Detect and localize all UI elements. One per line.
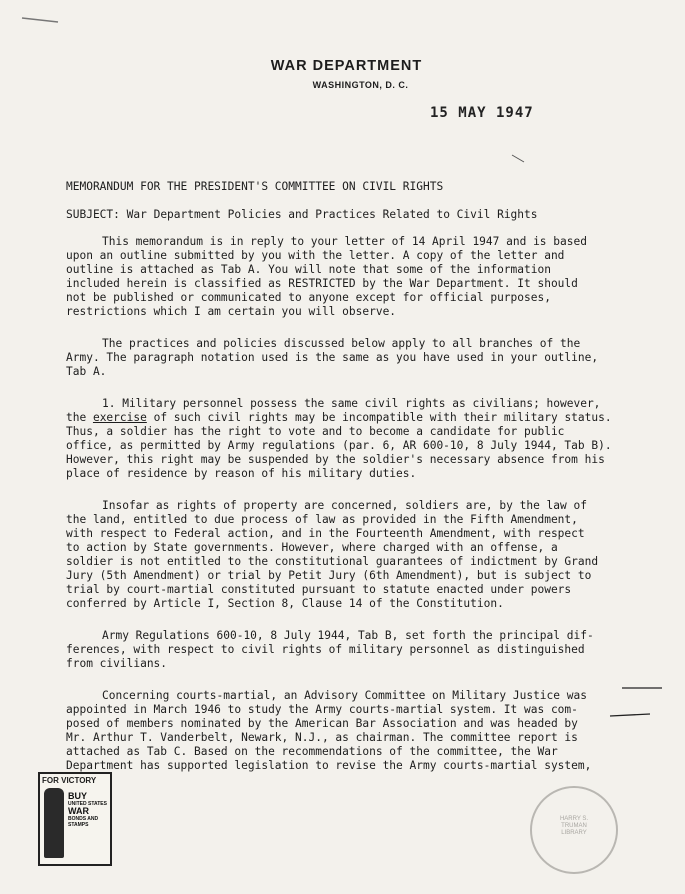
paragraph-property: Insofar as rights of property are concerned, soldiers are, by the law of the land, entitled to due process of law as provided in the Fifth Amendment, with respect to Federal action, and in the Fourteenth Amendment, with respect to action by State governments. However, where charged with an offense, a soldier is not entitled to the constitutional guarantees of indictment by Grand Jury (5th Amendment) or trial by Petit Jury (6th Amendment), but is subject to trial by court-martial constituted pursuant to statute enacted under powers conferred by Article I, Section 8, Clause 14 of the Constitution. [66, 499, 599, 610]
memo-title: MEMORANDUM FOR THE PRESIDENT'S COMMITTEE ON CIVIL RIGHTS [66, 180, 444, 193]
department-name: WAR DEPARTMENT [270, 58, 423, 74]
paragraph-1-rest: of such civil rights may be incompatible with their military status. Thus, a soldier has the right to vote and to become a candidate for public office, as permitted by Army regulations (par. 6, AR 600-10, 8 July 1944, Tab B). However, this right may be suspended by the soldier's necessary absence from his place of residence by reason of his military duties. [66, 411, 612, 480]
paragraph-regulations: Army Regulations 600-10, 8 July 1944, Tab B, set forth the principal dif- ferences, with respect to civil rights of military personnel as distinguished from civilians. [66, 629, 594, 670]
paragraph-scope: The practices and policies discussed below apply to all branches of the Army. The paragraph notation used is the same as you have used in your outline, Tab A. [66, 337, 599, 378]
minuteman-figure-icon [44, 788, 64, 858]
stamp-war: WAR [68, 806, 89, 816]
date-stamp: 15 MAY 1947 [430, 105, 534, 121]
victory-bond-stamp [38, 772, 112, 866]
stamp-united-states: UNITED STATES [68, 801, 107, 807]
victory-stamp-heading: FOR VICTORY [42, 776, 97, 785]
archive-seal-text: HARRY S. TRUMAN LIBRARY [559, 816, 589, 836]
stamp-bonds-and: BONDS AND [68, 816, 99, 822]
archive-seal-stamp [530, 786, 618, 874]
department-location: WASHINGTON, D. C. [312, 80, 409, 90]
paragraph-intro: This memorandum is in reply to your letter of 14 April 1947 and is based upon an outline submitted by you with the letter. A copy of the letter and outline is attached as Tab A. You will note that some of the information included herein is classified as RESTRICTED by the War Department. It should not be published or communicated to anyone except for official purposes, restrictions which I am certain you will observe. [66, 235, 587, 318]
stamp-stamps: STAMPS [68, 822, 89, 828]
paragraph-1-start: 1. Military personnel possess the same civil rights as civilians; however, the [66, 397, 601, 424]
subject-text: War Department Policies and Practices Related to Civil Rights [126, 208, 538, 221]
subject-label: SUBJECT: [66, 208, 120, 221]
stamp-buy: BUY [68, 791, 88, 801]
paragraph-courts-martial: Concerning courts-martial, an Advisory Committee on Military Justice was appointed in March 1946 to study the Army courts-martial system. It was com- posed of members nominated by the American Bar Association and was headed by Mr. Arthur T. Vanderbelt, Newark, N.J., as chairman. The committee report is attached as Tab C. Based on the recommendations of the committee, the War Department has supported legislation to revise the Army courts-martial system, [66, 689, 592, 772]
underlined-exercise: exercise [92, 411, 147, 424]
